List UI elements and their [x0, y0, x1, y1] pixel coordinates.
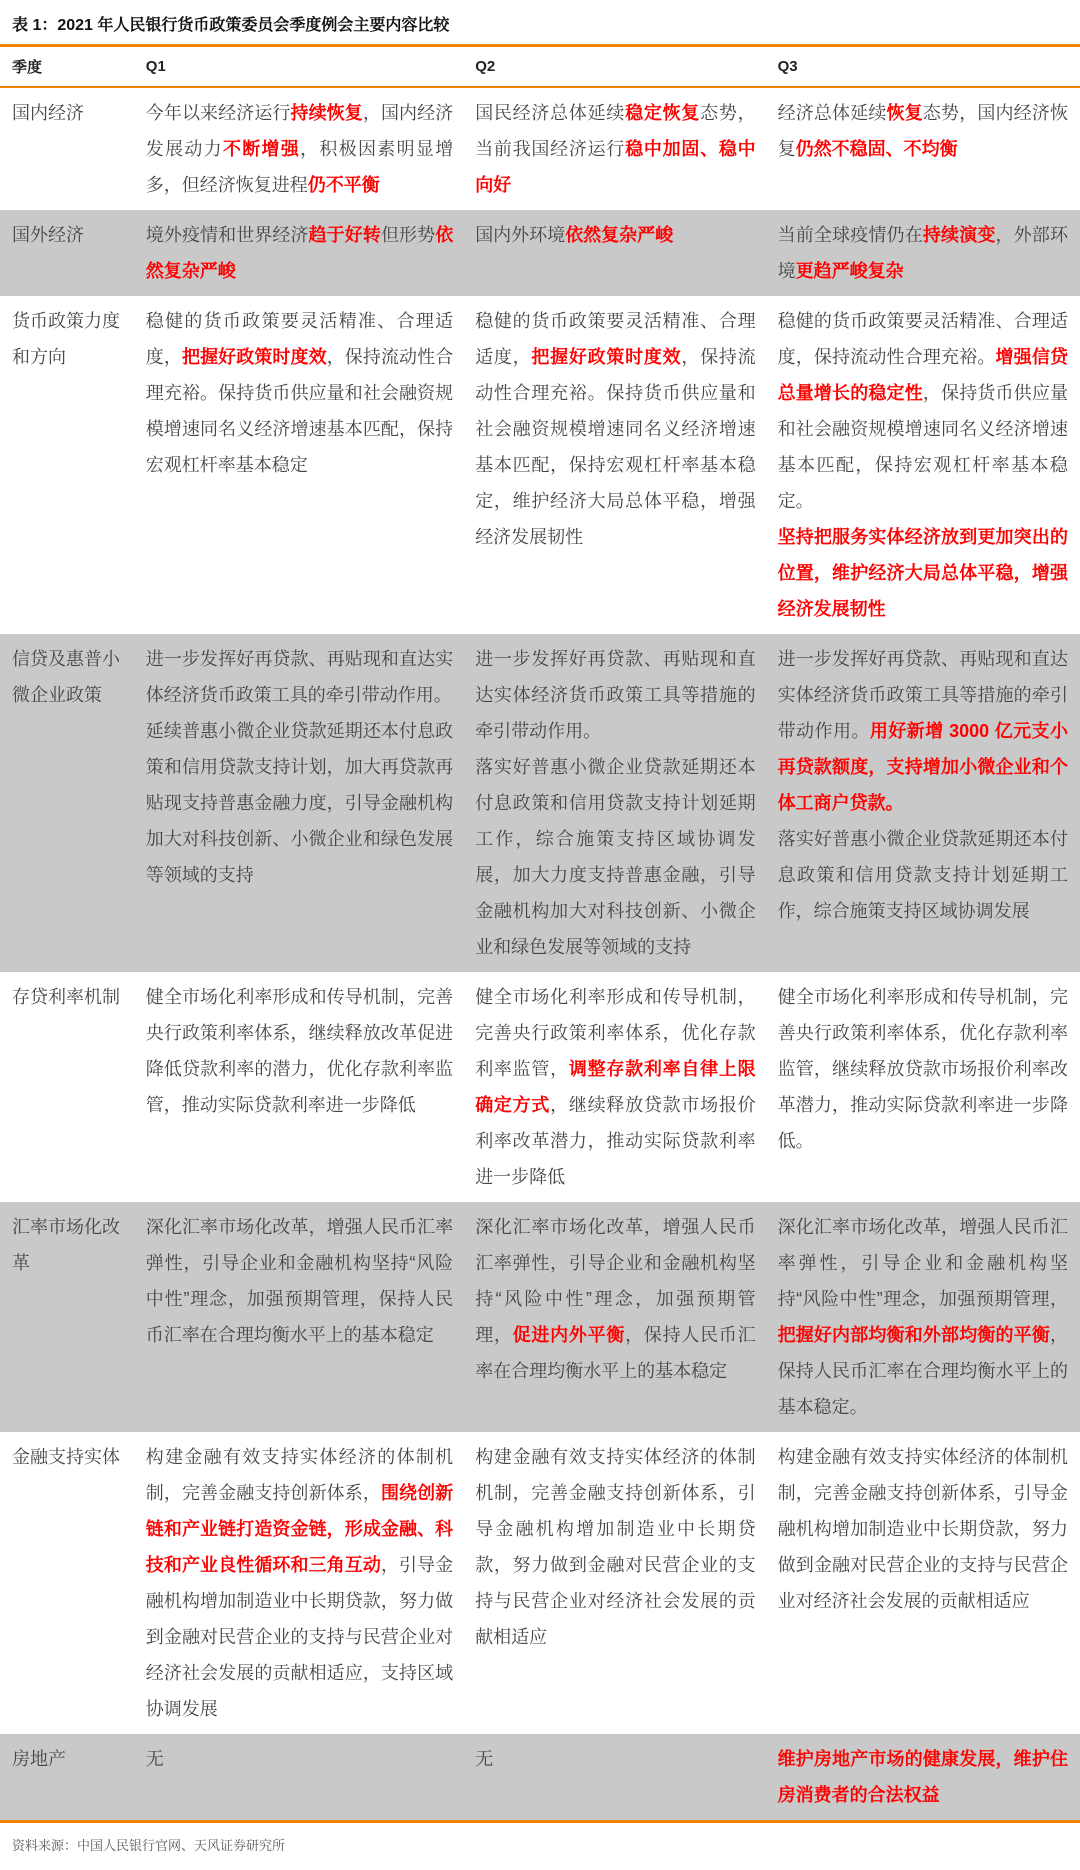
row-label: 货币政策力度和方向 — [12, 311, 120, 367]
body-text: 当前全球疫情仍在 — [777, 225, 923, 245]
cell-q1 — [146, 634, 475, 972]
body-text: 但形势 — [380, 225, 436, 245]
cell-paragraph — [778, 217, 1068, 289]
highlighted-text: 恢复 — [886, 103, 923, 123]
highlighted-text: 不断增强 — [222, 139, 301, 159]
highlighted-text: 维护房地产市场的健康发展，维护住房消费者的合法权益 — [777, 1749, 1068, 1805]
cell-q3 — [778, 296, 1080, 634]
cell-q3 — [778, 1734, 1080, 1820]
cell-paragraph — [778, 1741, 1068, 1813]
body-text: 进一步发挥好再贷款、再贴现和直达实体经济货币政策工具等措施的牵引带动作用。 — [777, 649, 1068, 741]
cell-paragraph — [778, 303, 1068, 519]
highlighted-text: 围绕创新链和产业链打造资金链，形成金融、科技和产业良性循环和三角互动 — [145, 1483, 454, 1575]
cell-paragraph — [778, 1209, 1068, 1425]
body-text: 国内外环境 — [475, 225, 566, 245]
body-text: 今年以来经济运行 — [145, 103, 291, 123]
table-row — [0, 296, 1080, 634]
cell-q1 — [146, 87, 475, 210]
header-row — [0, 47, 1080, 87]
body-text: 延续普惠小微企业贷款延期还本付息政策和信用贷款支持计划，加大再贷款再贴现支持普惠金融力度，引导金融机构加大对科技创新、小微企业和绿色发展等领域的支持 — [145, 721, 454, 885]
cell-q2 — [475, 972, 777, 1202]
row-label: 信贷及惠普小微企业政策 — [12, 649, 120, 705]
cell-paragraph — [778, 1439, 1068, 1619]
body-text: ，国内经济发展动力 — [145, 103, 454, 159]
body-text: ，保持流动性合理充裕。保持货币供应量和社会融资规模增速同名义经济增速基本匹配，保持宏观杠杆率基本稳定，维护经济大局总体平稳，增强经济发展韧性 — [475, 347, 756, 547]
table-row — [0, 1202, 1080, 1432]
body-text: ，保持人民币汇率在合理均衡水平上的基本稳定。 — [777, 1325, 1068, 1417]
body-text: 经济总体延续 — [777, 103, 887, 123]
highlighted-text: 持续恢复 — [290, 103, 363, 123]
cell-q1 — [146, 1202, 475, 1432]
highlighted-text: 把握好内部均衡和外部均衡的平衡 — [777, 1325, 1050, 1345]
body-text: 深化汇率市场化改革，增强人民币汇率弹性，引导企业和金融机构坚持“风险中性”理念，加强预期管理， — [777, 1217, 1068, 1309]
cell-q2 — [475, 1432, 777, 1734]
cell-q1 — [146, 210, 475, 296]
body-text: 无 — [475, 1749, 494, 1769]
cell-q2 — [475, 87, 777, 210]
highlighted-text: 趋于好转 — [308, 225, 381, 245]
body-text: ，继续释放贷款市场报价利率改革潜力，推动实际贷款利率进一步降低 — [475, 1095, 756, 1187]
body-text: 稳健的货币政策要灵活精准、合理适度，保持流动性合理充裕。 — [777, 311, 1068, 367]
row-label: 存贷利率机制 — [12, 987, 120, 1007]
body-text: 落实好普惠小微企业贷款延期还本付息政策和信用贷款支持计划延期工作，综合施策支持区域协调发展 — [777, 829, 1068, 921]
cell-q2 — [475, 634, 777, 972]
cell-paragraph — [475, 979, 755, 1195]
cell-q3 — [778, 1202, 1080, 1432]
table-row — [0, 1734, 1080, 1820]
cell-paragraph — [475, 95, 755, 203]
body-text: ，引导金融机构增加制造业中长期贷款，努力做到金融对民营企业的支持与民营企业对经济社会发展的贡献相适应，支持区域协调发展 — [145, 1555, 454, 1719]
cell-paragraph — [146, 217, 453, 289]
body-text: 深化汇率市场化改革，增强人民币汇率弹性，引导企业和金融机构坚持“风险中性”理念，加强预期管理， — [475, 1217, 756, 1345]
cell-q1 — [146, 1432, 475, 1734]
cell-paragraph — [778, 979, 1068, 1159]
body-text: ，保持人民币汇率在合理均衡水平上的基本稳定 — [475, 1325, 756, 1381]
highlighted-text: 把握好政策时度效 — [181, 347, 327, 367]
highlighted-text: 把握好政策时度效 — [531, 347, 682, 367]
cell-q2 — [475, 210, 777, 296]
cell-paragraph — [475, 303, 755, 555]
highlighted-text: 坚持把服务实体经济放到更加突出的位置，维护经济大局总体平稳，增强经济发展韧性 — [777, 527, 1068, 619]
cell-q1 — [146, 1734, 475, 1820]
body-text: 态势，国内经济恢复 — [777, 103, 1069, 159]
cell-paragraph — [146, 303, 453, 483]
highlighted-text: 仍不平衡 — [307, 175, 380, 195]
highlighted-text: 稳定恢复 — [625, 103, 701, 123]
cell-paragraph — [475, 217, 755, 253]
cell-paragraph — [146, 641, 453, 713]
cell-q2 — [475, 296, 777, 634]
body-text: 无 — [145, 1749, 164, 1769]
body-text: 健全市场化利率形成和传导机制，完善央行政策利率体系，优化存款利率监管， — [475, 987, 756, 1079]
row-label: 国内经济 — [12, 103, 84, 123]
cell-q1 — [146, 296, 475, 634]
body-text: 态势，当前我国经济运行 — [475, 103, 756, 159]
highlighted-text: 增强信贷总量增长的稳定性 — [777, 347, 1068, 403]
body-text: 进一步发挥好再贷款、再贴现和直达实体经济货币政策工具等措施的牵引带动作用。 — [475, 649, 756, 741]
row-label: 汇率市场化改革 — [12, 1217, 120, 1273]
row-label: 房地产 — [12, 1749, 66, 1769]
table-row — [0, 87, 1080, 210]
body-text: 稳健的货币政策要灵活精准、合理适度， — [145, 311, 454, 367]
highlighted-text: 促进内外平衡 — [512, 1325, 626, 1345]
body-text: 境外疫情和世界经济 — [145, 225, 309, 245]
cell-paragraph — [778, 821, 1068, 929]
cell-paragraph — [146, 1209, 453, 1353]
highlighted-text: 依然复杂严峻 — [565, 225, 674, 245]
body-text: 健全市场化利率形成和传导机制，完善央行政策利率体系，继续释放改革促进降低贷款利率的潜力，优化存款利率监管，推动实际贷款利率进一步降低 — [145, 987, 454, 1115]
cell-paragraph — [146, 979, 453, 1123]
body-text: ，积极因素明显增多，但经济恢复进程 — [145, 139, 454, 195]
body-text: ，保持流动性合理充裕。保持货币供应量和社会融资规模增速同名义经济增速基本匹配，保持宏观杠杆率基本稳定 — [145, 347, 454, 475]
cell-q3 — [778, 210, 1080, 296]
table-row — [0, 1432, 1080, 1734]
body-text: 深化汇率市场化改革，增强人民币汇率弹性，引导企业和金融机构坚持“风险中性”理念，加强预期管理，保持人民币汇率在合理均衡水平上的基本稳定 — [145, 1217, 454, 1345]
body-text: 落实好普惠小微企业贷款延期还本付息政策和信用贷款支持计划延期工作，综合施策支持区域协调发展，加大力度支持普惠金融，引导金融机构加大对科技创新、小微企业和绿色发展等领域的支持 — [475, 757, 756, 957]
cell-paragraph — [475, 1741, 755, 1777]
row-label: 金融支持实体 — [12, 1447, 120, 1467]
cell-paragraph — [475, 641, 755, 749]
cell-paragraph — [778, 95, 1068, 167]
header-q2: Q2 — [475, 47, 777, 87]
header-q3: Q3 — [778, 47, 1080, 87]
cell-paragraph — [146, 95, 453, 203]
table-title: 表 1：2021 年人民银行货币政策委员会季度例会主要内容比较 — [0, 0, 1080, 47]
cell-paragraph — [475, 1439, 755, 1655]
table-row — [0, 634, 1080, 972]
row-label: 国外经济 — [12, 225, 84, 245]
body-text: 稳健的货币政策要灵活精准、合理适度， — [475, 311, 756, 367]
cell-paragraph — [146, 1439, 453, 1727]
table-row — [0, 972, 1080, 1202]
cell-q3 — [778, 972, 1080, 1202]
highlighted-text: 更趋严峻复杂 — [795, 261, 904, 281]
cell-paragraph — [778, 641, 1068, 821]
highlighted-text: 持续演变 — [922, 225, 996, 245]
table-row — [0, 210, 1080, 296]
body-text: 构建金融有效支持实体经济的体制机制，完善金融支持创新体系， — [145, 1447, 454, 1503]
cell-q1 — [146, 972, 475, 1202]
cell-paragraph — [475, 749, 755, 965]
cell-paragraph — [778, 519, 1068, 627]
highlighted-text: 仍然不稳固、不均衡 — [795, 139, 958, 159]
highlighted-text: 依然复杂严峻 — [145, 225, 454, 281]
body-text: 健全市场化利率形成和传导机制，完善央行政策利率体系，优化存款利率监管，继续释放贷款市场报价利率改革潜力，推动实际贷款利率进一步降低。 — [777, 987, 1068, 1151]
body-text: 构建金融有效支持实体经济的体制机制，完善金融支持创新体系，引导金融机构增加制造业中长期贷款，努力做到金融对民营企业的支持与民营企业对经济社会发展的贡献相适应 — [777, 1447, 1068, 1611]
body-text: 进一步发挥好再贷款、再贴现和直达实体经济货币政策工具的牵引带动作用。 — [145, 649, 454, 705]
table-body — [0, 87, 1080, 1820]
header-q1: Q1 — [146, 47, 475, 87]
cell-q3 — [778, 1432, 1080, 1734]
highlighted-text: 稳中加固、稳中向好 — [475, 139, 756, 195]
highlighted-text: 调整存款利率自律上限确定方式 — [475, 1059, 756, 1115]
cell-paragraph — [475, 1209, 755, 1389]
cell-paragraph — [146, 713, 453, 893]
source-note: 资料来源：中国人民银行官网、天风证券研究所 — [0, 1820, 1080, 1870]
cell-paragraph — [146, 1741, 453, 1777]
cell-q2 — [475, 1202, 777, 1432]
body-text: 国民经济总体延续 — [475, 103, 626, 123]
policy-comparison-table — [0, 47, 1080, 1820]
body-text: 构建金融有效支持实体经济的体制机制，完善金融支持创新体系，引导金融机构增加制造业中长期贷款，努力做到金融对民营企业的支持与民营企业对经济社会发展的贡献相适应 — [475, 1447, 756, 1647]
header-quarter-label: 季度 — [0, 47, 146, 87]
body-text: ，保持货币供应量和社会融资规模增速同名义经济增速基本匹配，保持宏观杠杆率基本稳定。 — [777, 383, 1069, 511]
cell-q3 — [778, 87, 1080, 210]
cell-q3 — [778, 634, 1080, 972]
table-header — [0, 47, 1080, 87]
highlighted-text: 用好新增 3000 亿元支小再贷款额度，支持增加小微企业和个体工商户贷款。 — [777, 721, 1069, 813]
body-text: ，外部环境 — [777, 225, 1069, 281]
cell-q2 — [475, 1734, 777, 1820]
